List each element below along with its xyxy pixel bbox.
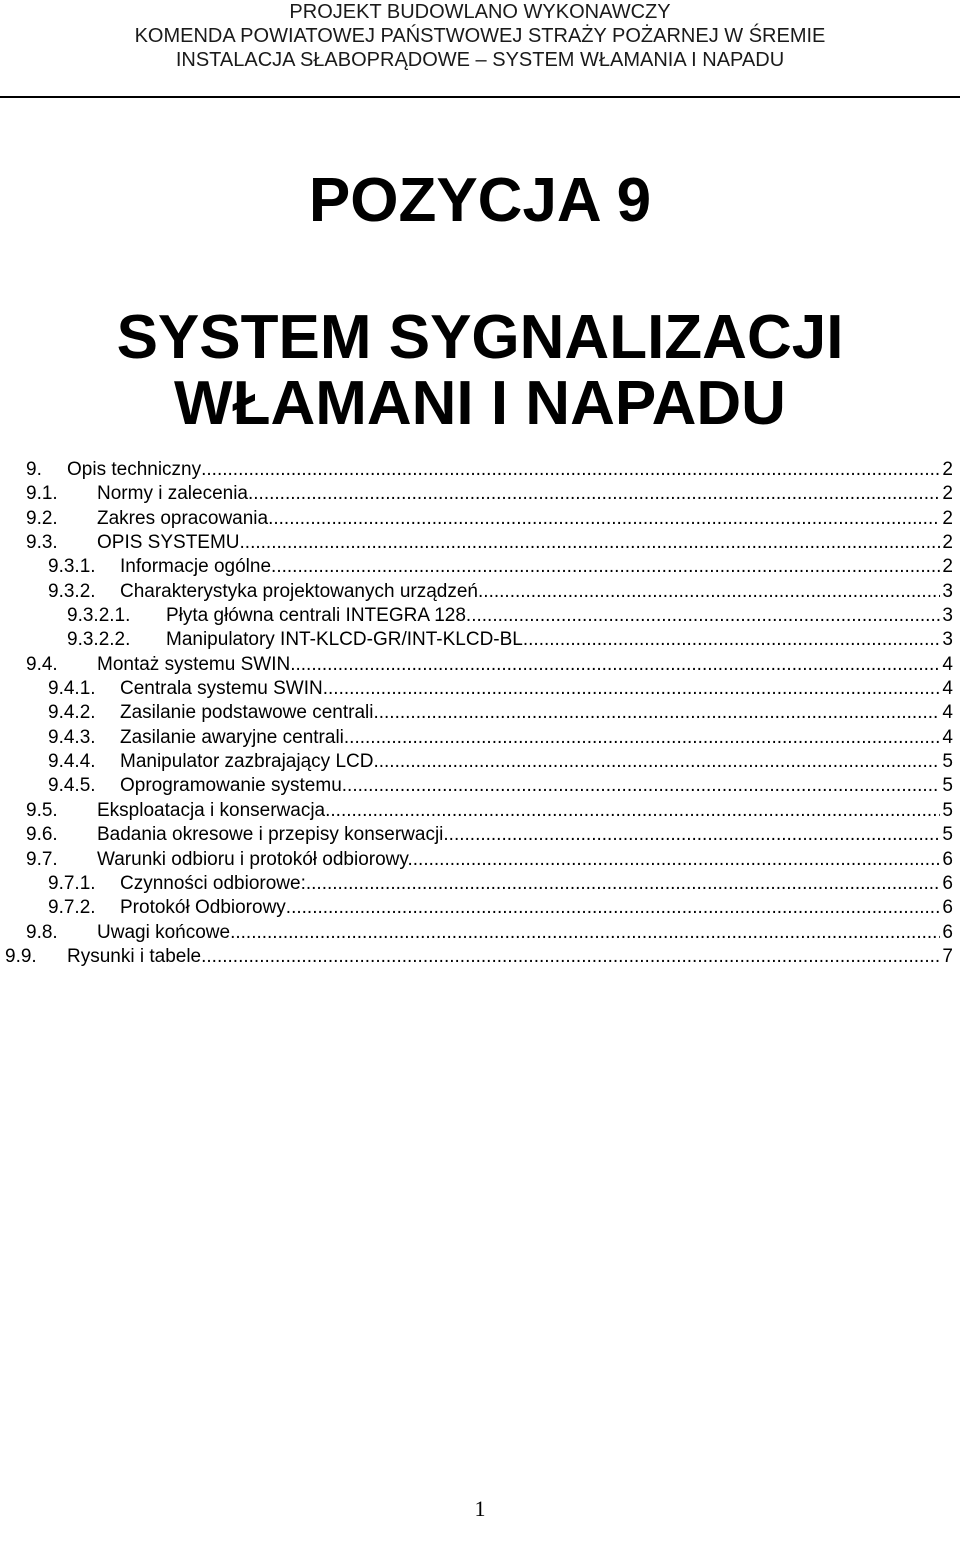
toc-entry[interactable] xyxy=(0,531,960,555)
toc-dot-leader xyxy=(373,701,940,725)
toc-entry-link[interactable] xyxy=(120,701,953,725)
toc-entry-title: Charakterystyka projektowanych urządzeń xyxy=(120,580,479,602)
position-title: POZYCJA 9 xyxy=(308,166,652,235)
toc-dot-leader xyxy=(201,945,940,969)
header-project-line: PROJEKT BUDOWLANO WYKONAWCZY xyxy=(289,1,671,23)
toc-entry-number: 9.1. xyxy=(26,483,58,505)
toc-entry-page: 6 xyxy=(942,848,953,870)
toc-dot-leader xyxy=(271,555,940,579)
toc-entry-number: 9.3.2. xyxy=(48,580,96,602)
toc-entry-title: Uwagi końcowe xyxy=(97,921,231,943)
toc-entry-title: Rysunki i tabele xyxy=(67,945,202,967)
toc-dot-leader xyxy=(413,848,941,872)
toc-dot-leader xyxy=(248,482,940,506)
toc-dot-leader xyxy=(240,531,941,555)
toc-entry-title: Zakres opracowania xyxy=(97,507,269,529)
toc-entry-title: Manipulator zazbrajający LCD xyxy=(120,751,374,773)
toc-dot-leader xyxy=(344,726,941,750)
toc-entry-page: 5 xyxy=(942,799,953,821)
toc-entry-link[interactable] xyxy=(166,604,953,628)
toc-entry-title: Eksploatacja i konserwacja xyxy=(97,799,326,821)
toc-entry-number: 9.3.2.1. xyxy=(67,605,131,627)
toc-entry[interactable] xyxy=(0,823,960,847)
toc-entry[interactable] xyxy=(0,921,960,945)
toc-entry[interactable] xyxy=(0,653,960,677)
toc-entry-page: 4 xyxy=(942,678,953,700)
toc-entry-number: 9.7. xyxy=(26,848,58,870)
toc-dot-leader xyxy=(306,872,941,896)
toc-entry-page: 4 xyxy=(942,653,953,675)
toc-entry[interactable] xyxy=(0,628,960,652)
toc-entry-title: Normy i zalecenia xyxy=(97,483,248,505)
toc-dot-leader xyxy=(201,458,940,482)
toc-entry-link[interactable] xyxy=(97,921,953,945)
toc-entry-link[interactable] xyxy=(97,799,953,823)
toc-entry-link[interactable] xyxy=(120,872,953,896)
toc-entry[interactable] xyxy=(0,677,960,701)
toc-entry-title: Centrala systemu SWIN xyxy=(120,678,323,700)
toc-entry-title: Informacje ogólne xyxy=(120,556,272,578)
toc-entry-number: 9.4. xyxy=(26,653,58,675)
toc-entry-link[interactable] xyxy=(166,628,953,652)
toc-entry-page: 5 xyxy=(942,751,953,773)
toc-entry[interactable] xyxy=(0,750,960,774)
toc-entry-number: 9.9. xyxy=(5,945,37,967)
header-installation-line: INSTALACJA SŁABOPRĄDOWE – SYSTEM WŁAMANIA I NAPADU xyxy=(175,49,785,71)
toc-entry-link[interactable] xyxy=(120,677,953,701)
toc-entry[interactable] xyxy=(0,799,960,823)
toc-entry-page: 6 xyxy=(942,872,953,894)
toc-entry-title: Zasilanie podstawowe centrali xyxy=(120,702,374,724)
toc-entry-link[interactable] xyxy=(97,507,953,531)
toc-entry-link[interactable] xyxy=(120,750,953,774)
toc-entry[interactable] xyxy=(0,507,960,531)
toc-entry-page: 4 xyxy=(942,726,953,748)
toc-dot-leader xyxy=(373,750,940,774)
toc-entry-title: Oprogramowanie systemu xyxy=(120,775,342,797)
toc-entry-page: 2 xyxy=(942,507,953,529)
toc-entry-page: 3 xyxy=(942,605,953,627)
toc-entry-link[interactable] xyxy=(97,823,953,847)
toc-entry-number: 9.6. xyxy=(26,824,58,846)
toc-entry-page: 6 xyxy=(942,897,953,919)
toc-entry-title: OPIS SYSTEMU xyxy=(97,532,240,554)
toc-dot-leader xyxy=(290,653,940,677)
toc-entry-page: 4 xyxy=(942,702,953,724)
system-title-line-2: WŁAMANI I NAPADU xyxy=(174,369,786,438)
toc-entry-number: 9.7.1. xyxy=(48,872,96,894)
toc-entry-link[interactable] xyxy=(67,945,953,969)
toc-entry[interactable] xyxy=(0,604,960,628)
toc-entry-number: 9.4.4. xyxy=(48,751,96,773)
toc-entry[interactable] xyxy=(0,701,960,725)
header-client-line: KOMENDA POWIATOWEJ PAŃSTWOWEJ STRAŻY POŻARNEJ W ŚREMIE xyxy=(134,25,826,47)
toc-entry[interactable] xyxy=(0,726,960,750)
toc-entry-title: Warunki odbioru i protokół odbiorowy. xyxy=(97,848,413,870)
toc-entry-title: Manipulatory INT-KLCD-GR/INT-KLCD-BL xyxy=(166,629,523,651)
toc-entry-link[interactable] xyxy=(97,653,953,677)
system-title-line-1: SYSTEM SYGNALIZACJI xyxy=(116,303,844,372)
page-number: 1 xyxy=(474,1496,486,1521)
toc-entry-page: 5 xyxy=(942,775,953,797)
toc-entry[interactable] xyxy=(0,872,960,896)
toc-entry[interactable] xyxy=(0,896,960,920)
toc-entry-title: Opis techniczny xyxy=(67,459,202,480)
toc-entry-page: 5 xyxy=(942,824,953,846)
table-of-contents xyxy=(0,458,960,969)
toc-entry-number: 9.5. xyxy=(26,799,58,821)
toc-entry-number: 9.4.5. xyxy=(48,775,96,797)
toc-entry-page: 3 xyxy=(942,629,953,651)
toc-entry[interactable] xyxy=(0,458,960,482)
header-divider xyxy=(0,96,960,98)
toc-entry-page: 2 xyxy=(942,556,953,578)
toc-entry-page: 2 xyxy=(942,483,953,505)
toc-entry-title: Badania okresowe i przepisy konserwacji. xyxy=(97,824,449,846)
toc-dot-leader xyxy=(342,774,941,798)
toc-entry-number: 9.7.2. xyxy=(48,897,96,919)
toc-entry[interactable] xyxy=(0,580,960,604)
toc-entry-link[interactable] xyxy=(67,458,953,482)
toc-entry-link[interactable] xyxy=(97,482,953,506)
toc-dot-leader xyxy=(325,799,940,823)
toc-dot-leader xyxy=(523,628,941,652)
toc-entry-link[interactable] xyxy=(120,774,953,798)
toc-entry-link[interactable] xyxy=(120,726,953,750)
toc-entry-number: 9.2. xyxy=(26,507,58,529)
toc-entry-link[interactable] xyxy=(97,531,953,555)
toc-entry-page: 2 xyxy=(942,532,953,554)
document-header xyxy=(0,0,960,72)
toc-entry-number: 9.4.1. xyxy=(48,678,96,700)
toc-entry-number: 9.3.1. xyxy=(48,556,96,578)
toc-entry-page: 3 xyxy=(942,580,953,602)
toc-dot-leader xyxy=(286,896,941,920)
toc-entry-title: Płyta główna centrali INTEGRA 128 xyxy=(166,605,466,627)
toc-entry-title: Protokół Odbiorowy xyxy=(120,897,286,919)
toc-entry-title: Montaż systemu SWIN xyxy=(97,653,291,675)
toc-dot-leader xyxy=(466,604,941,628)
toc-entry-title: Czynności odbiorowe: xyxy=(120,872,306,894)
toc-entry-page: 2 xyxy=(942,459,953,480)
toc-entry-number: 9.4.3. xyxy=(48,726,96,748)
toc-entry-number: 9.3. xyxy=(26,532,58,554)
toc-entry-link[interactable] xyxy=(120,896,953,920)
toc-entry-link[interactable] xyxy=(120,580,953,604)
toc-dot-leader xyxy=(268,507,940,531)
toc-entry-number: 9.3.2.2. xyxy=(67,629,131,651)
toc-entry-number: 9.8. xyxy=(26,921,58,943)
toc-entry-link[interactable] xyxy=(97,848,953,872)
toc-entry-number: 9. xyxy=(26,459,42,480)
toc-entry[interactable] xyxy=(0,482,960,506)
toc-entry-page: 6 xyxy=(942,921,953,943)
toc-entry[interactable] xyxy=(0,774,960,798)
toc-dot-leader xyxy=(230,921,940,945)
toc-entry[interactable] xyxy=(0,945,960,969)
toc-entry[interactable] xyxy=(0,848,960,872)
toc-dot-leader xyxy=(478,580,940,604)
toc-dot-leader xyxy=(449,823,941,847)
toc-entry-page: 7 xyxy=(942,945,953,967)
toc-entry-link[interactable] xyxy=(120,555,953,579)
toc-entry[interactable] xyxy=(0,555,960,579)
toc-entry-title: Zasilanie awaryjne centrali xyxy=(120,726,344,748)
toc-dot-leader xyxy=(323,677,941,701)
toc-entry-number: 9.4.2. xyxy=(48,702,96,724)
